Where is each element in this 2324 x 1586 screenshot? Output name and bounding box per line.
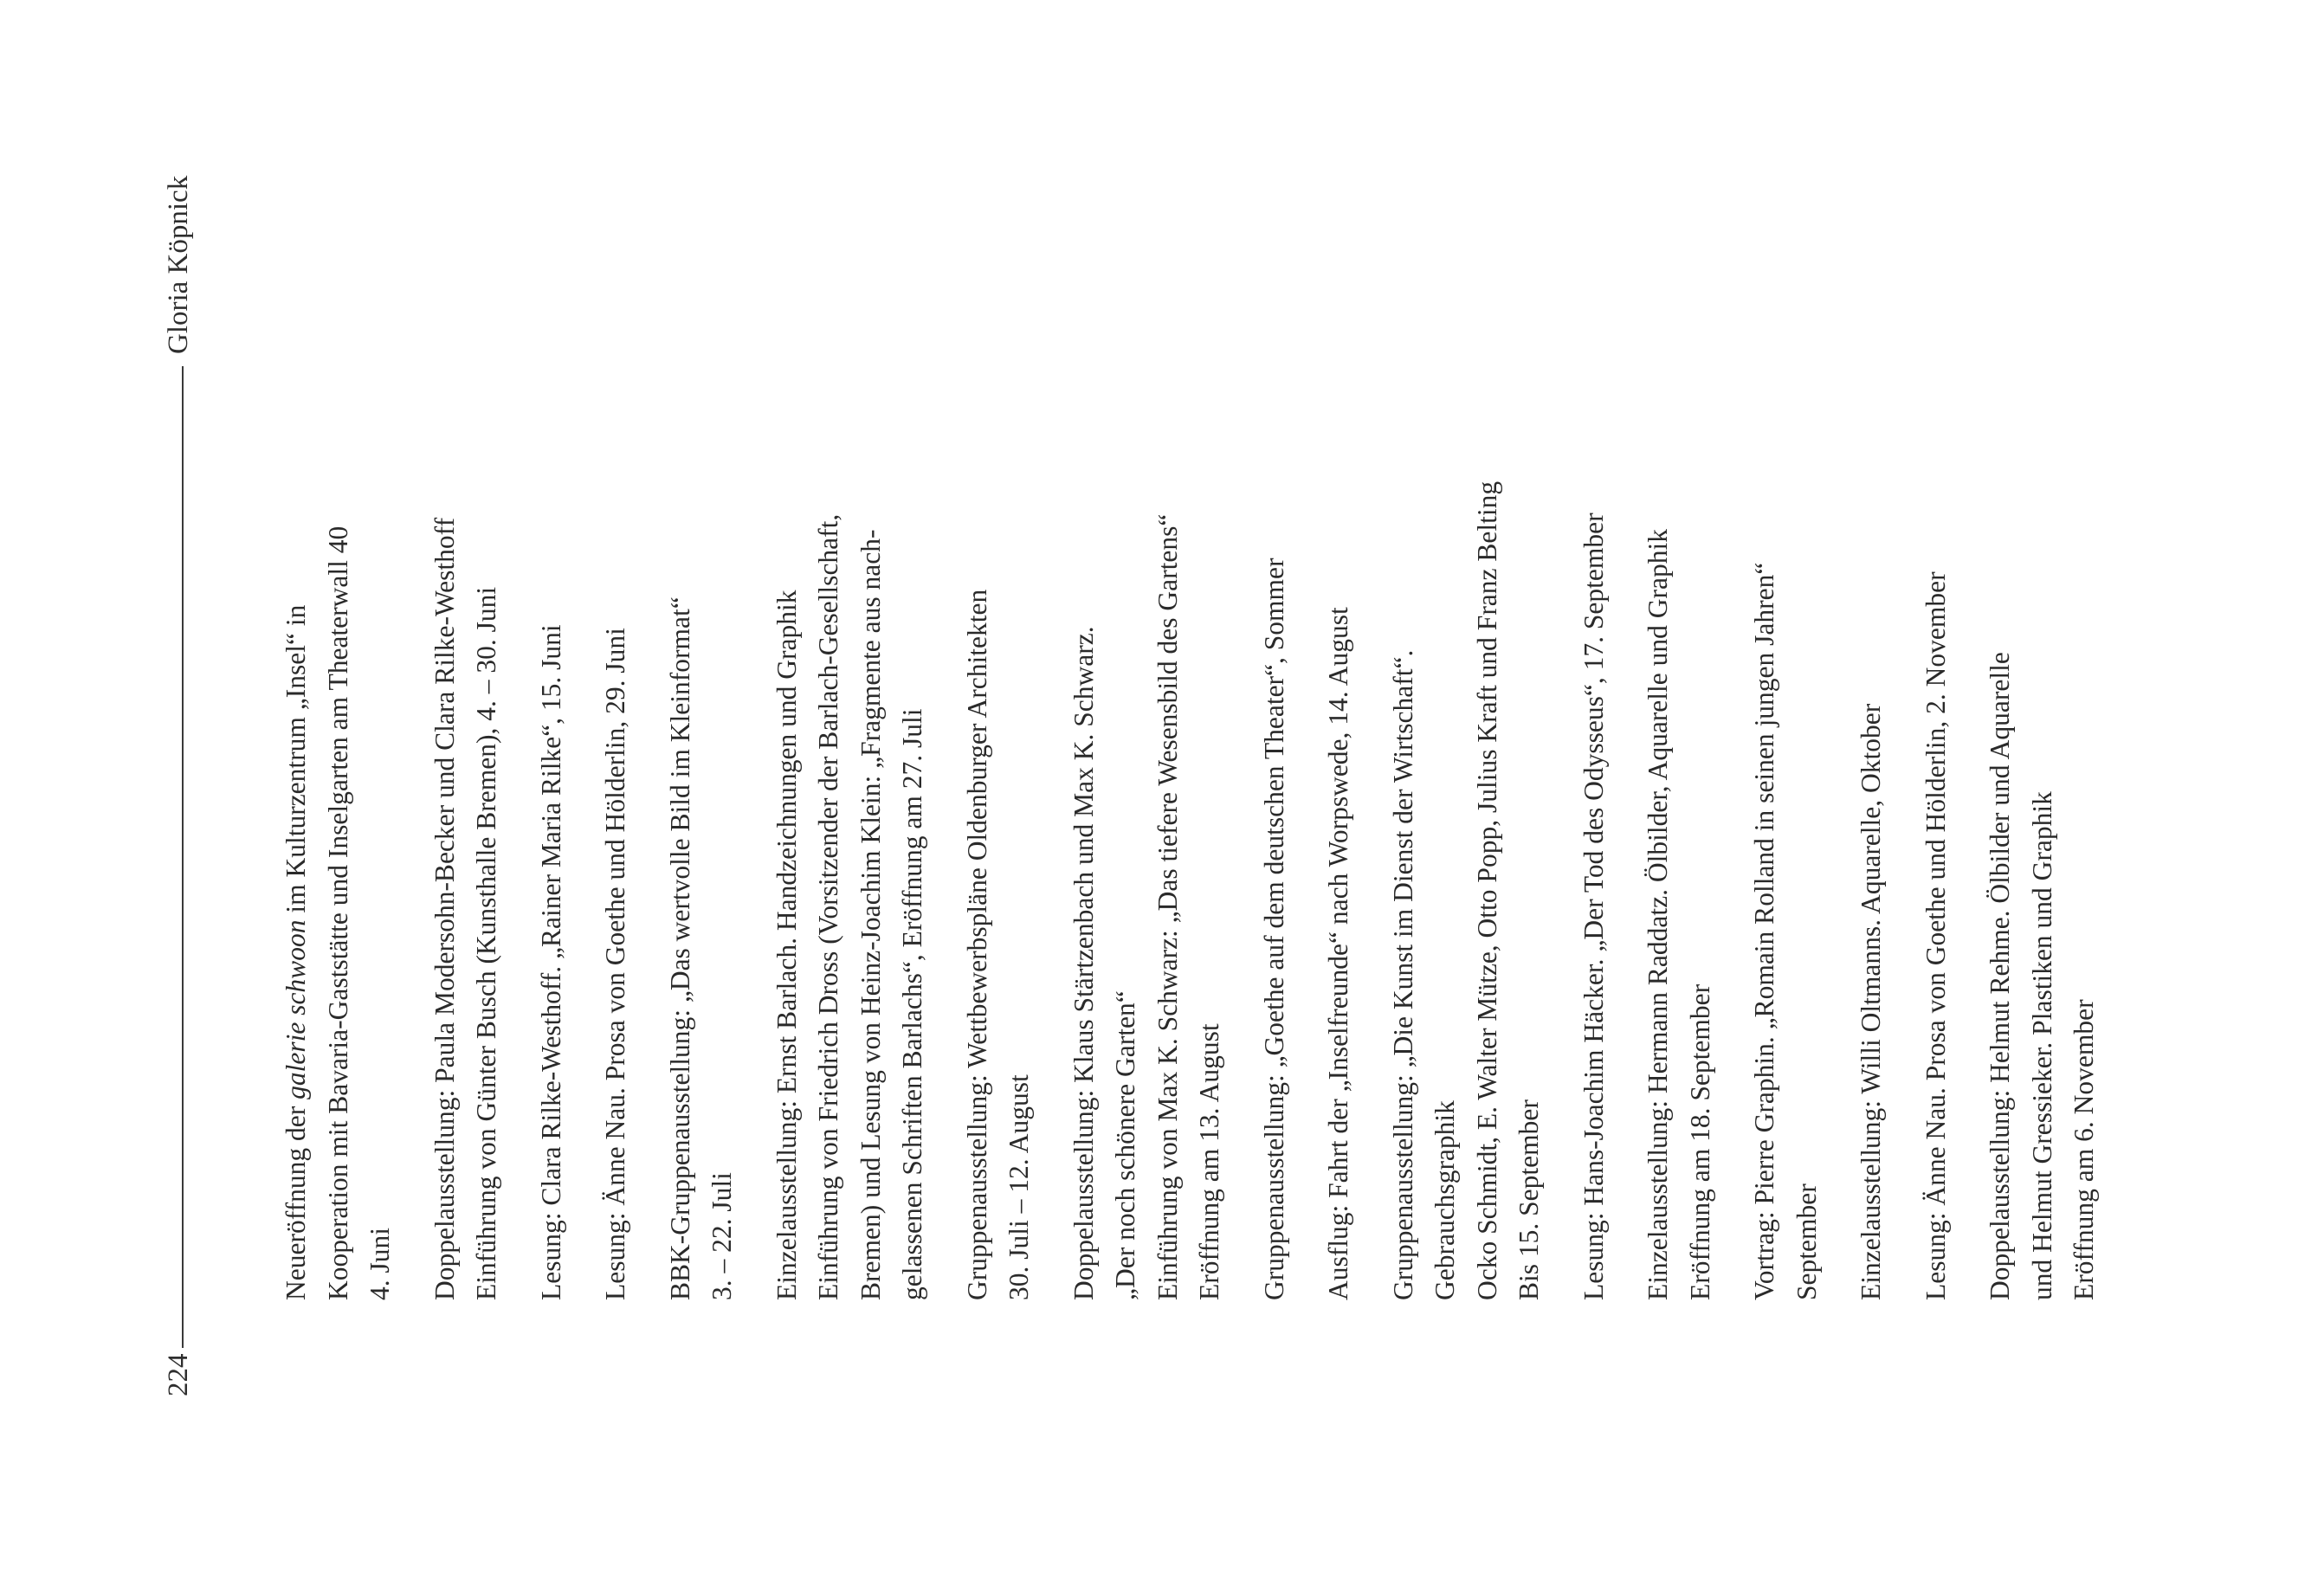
event-line: Ausflug: Fahrt der „Inselfreunde“ nach Worpswede, 14. August (1323, 607, 1353, 1300)
event-line: September (1791, 1183, 1822, 1300)
event-line: Eröffnung am 18. September (1684, 983, 1715, 1300)
event-entry (957, 0, 1041, 1300)
event-line: Kooperation mit Bavaria-Gaststätte und Inselgarten am Theaterwall 40 (322, 525, 353, 1300)
event-line: BBK-Gruppenausstellung: „Das wertvolle Bild im Kleinformat“ (664, 596, 695, 1300)
event-entry (531, 0, 573, 1300)
event-line: Vortrag: Pierre Graphin. „Romain Rolland in seinen jungen Jahren“ (1749, 562, 1779, 1300)
event-line: Gruppenausstellung: Wettbewerbspläne Oldenburger Architekten (961, 589, 992, 1300)
event-entry (275, 0, 402, 1300)
event-entry (1318, 0, 1360, 1300)
event-entry (595, 0, 637, 1300)
event-line: Doppelausstellung: Paula Modersohn-Becker und Clara Rilke-Westhoff (429, 517, 460, 1300)
event-entry (1637, 0, 1721, 1300)
event-line: und Helmut Gressieker. Plastiken und Graphik (2026, 791, 2057, 1300)
gallery-name: galerie schwoon (281, 919, 311, 1099)
event-entry (1383, 0, 1551, 1300)
event-line: Einzelausstellung: Willi Oltmanns. Aquarelle, Oktober (1856, 703, 1886, 1300)
event-line: Eröffnung am 6. November (2069, 999, 2099, 1300)
event-line: Ocko Schmidt, E. Walter Mütze, Otto Popp, Julius Kraft und Franz Belting (1471, 480, 1502, 1300)
event-line: Einführung von Max K. Schwarz: „Das tiefere Wesensbild des Gartens“ (1152, 513, 1183, 1300)
event-line: Einzelausstellung: Hermann Raddatz. Ölbilder, Aquarelle und Graphik (1643, 529, 1673, 1300)
event-entry (1850, 0, 1893, 1300)
event-line: 4. Juni (365, 1227, 395, 1300)
running-head: Gloria Köpnick (163, 175, 194, 354)
event-line: „Der noch schönere Garten“ (1110, 990, 1140, 1300)
event-entry (1254, 0, 1296, 1300)
event-line-text: Neueröffnung der (281, 1099, 311, 1300)
event-line: Einführung von Friedrich Dross (Vorsitzender der Barlach-Gesellschaft, (813, 513, 843, 1300)
event-line: Doppelausstellung: Klaus Stärtzenbach und Max K. Schwarz. (1068, 626, 1099, 1300)
event-line: Bremen) und Lesung von Heinz-Joachim Klein: „Fragmente aus nach- (855, 529, 886, 1300)
event-line: Bis 15. September (1514, 1099, 1544, 1300)
event-line (275, 0, 318, 1300)
event-line: Einzelausstellung: Ernst Barlach. Handzeichnungen und Graphik (771, 590, 802, 1300)
event-line: Eröffnung am 13. August (1194, 1023, 1224, 1300)
event-entry (1915, 0, 1958, 1300)
event-line: gelassenen Schriften Barlachs“, Eröffnung am 27. Juli (897, 708, 927, 1300)
event-entry (1573, 0, 1616, 1300)
page-header (163, 0, 197, 1403)
event-line: Einführung von Günter Busch (Kunsthalle Bremen), 4. – 30. Juni (471, 586, 501, 1300)
event-line: Lesung: Clara Rilke-Westhoff. „Rainer Maria Rilke“, 15. Juni (535, 624, 566, 1300)
event-list (275, 0, 2128, 1300)
event-line: Lesung: Hans-Joachim Häcker. „Der Tod des Odysseus“, 17. September (1578, 513, 1609, 1300)
event-line: 30. Juli – 12. August (1004, 1074, 1034, 1300)
event-entry (766, 0, 934, 1300)
event-line: Lesung: Änne Nau. Prosa von Goethe und Hölderlin, 29. Juni (600, 628, 630, 1300)
event-line: Doppelausstellung: Helmut Rehme. Ölbilder und Aquarelle (1985, 652, 2015, 1300)
event-line-text: im Kulturzentrum „Insel“ in (281, 604, 311, 920)
event-line: Gruppenausstellung: „Goethe auf dem deutschen Theater“, Sommer (1258, 558, 1289, 1300)
event-entry (1979, 0, 2106, 1300)
event-line: Lesung: Änne Nau. Prosa von Goethe und Hölderlin, 2. November (1920, 571, 1951, 1300)
header-rule (182, 366, 184, 1348)
event-entry (660, 0, 744, 1300)
event-line: Gruppenausstellung: „Die Kunst im Dienst der Wirtschaft“. (1387, 649, 1418, 1300)
event-entry (1063, 0, 1231, 1300)
event-entry (1744, 0, 1828, 1300)
event-line: Gebrauchsgraphik (1430, 1100, 1460, 1300)
page-number: 224 (163, 1353, 194, 1396)
event-entry (424, 0, 508, 1300)
event-line: 3. – 22. Juli (707, 1172, 737, 1300)
